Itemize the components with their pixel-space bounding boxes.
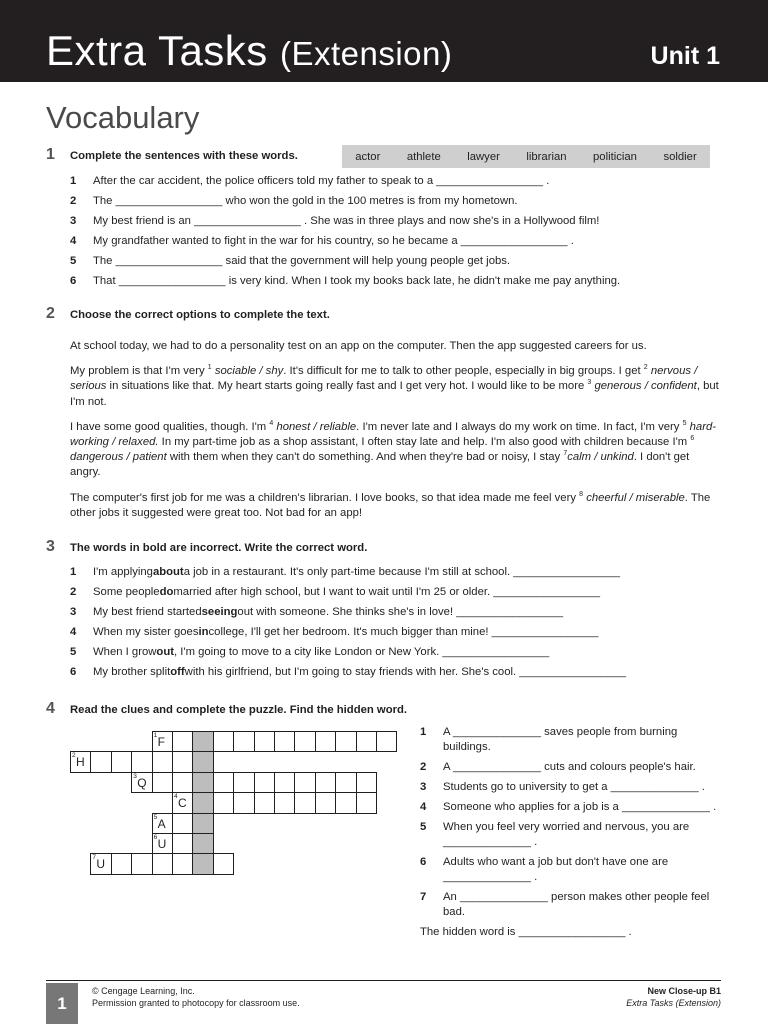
- paragraph: I have some good qualities, though. I'm $^4$ honest / reliable. I'm never late and I always do my work on time. In fact, I'm very $^5$ hard-working / relaxed. In my part-time job as a shop assistant, I often stay late and help. I'm also good with children because I'm $^6$ dangerous / patient with them when they can't do something. And when they're bad or noisy, I stay $^7$calm / unkind. I don't get angry.: [70, 419, 716, 479]
- item-text: After the car accident, the police officers told my father to speak to a _________________ .: [93, 175, 550, 187]
- given-letter: U: [157, 837, 167, 851]
- item-number: 3: [70, 215, 77, 227]
- item-number: 5: [70, 255, 77, 267]
- option-7: calm / unkind: [567, 451, 634, 464]
- given-letter: A: [157, 816, 166, 831]
- clue-number: 3: [133, 772, 137, 780]
- footer-divider: [46, 980, 721, 981]
- clue-number: 4: [174, 793, 178, 801]
- list-item: [70, 271, 620, 291]
- word-box-item: librarian: [526, 150, 567, 163]
- grid-cell[interactable]: [213, 772, 234, 793]
- exercise-4-number: 4: [46, 700, 55, 717]
- hidden-word-cell[interactable]: [192, 833, 213, 854]
- item-text: My best friend is an _________________ . She was in three plays and now she's in a Hollywood film!: [93, 215, 600, 227]
- grid-cell[interactable]: [254, 772, 275, 793]
- word-box-item: lawyer: [467, 150, 500, 163]
- hidden-word-cell[interactable]: [192, 792, 213, 813]
- grid-cell[interactable]: [254, 792, 275, 813]
- item-number: 4: [70, 235, 77, 247]
- list-item: 5 When I grow out , I'm going to move to a city like London or New York. _________________: [70, 642, 626, 662]
- hidden-word-cell[interactable]: [192, 853, 213, 874]
- item-number: 1: [70, 175, 77, 187]
- grid-cell[interactable]: [172, 813, 193, 834]
- clue-number: 5: [153, 813, 158, 821]
- option-3: generous / confident: [594, 380, 697, 393]
- option-4: honest / reliable: [276, 420, 357, 433]
- grid-cell[interactable]: [294, 792, 315, 813]
- grid-cell[interactable]: [172, 853, 193, 874]
- clue: 6 Adults who want a job but don't have one are ______________ .: [420, 856, 669, 883]
- given-letter: F: [157, 735, 165, 749]
- list-item: [70, 211, 620, 231]
- given-letter: Q: [137, 775, 147, 790]
- grid-cell[interactable]: [131, 853, 152, 874]
- clue: 3 Students go to university to get a ______________ .: [420, 781, 705, 793]
- bold-word: about: [152, 566, 184, 578]
- list-item: [70, 251, 620, 271]
- word-box-item: actor: [355, 150, 381, 163]
- grid-cell[interactable]: [111, 853, 132, 874]
- grid-cell[interactable]: [213, 731, 234, 752]
- grid-cell[interactable]: [152, 833, 173, 854]
- grid-cell[interactable]: [111, 751, 132, 772]
- clue: 5 When you feel very worried and nervous, you are ______________ .: [420, 821, 690, 848]
- title-text: Extra Tasks: [46, 27, 268, 74]
- grid-cell[interactable]: [90, 751, 111, 772]
- clue-number: 2: [72, 752, 76, 760]
- item-text: My grandfather wanted to fight in the war for his country, so he became a _________________ .: [93, 235, 574, 247]
- list-item: [70, 171, 620, 191]
- given-letter: C: [178, 796, 187, 811]
- section-title: Vocabulary: [46, 100, 200, 135]
- grid-cell[interactable]: [152, 813, 173, 834]
- bold-word: out: [156, 646, 174, 658]
- grid-cell[interactable]: [254, 731, 275, 752]
- paragraph: At school today, we had to do a personality test on an app on the computer. Then the app suggested careers for us.: [70, 340, 647, 352]
- exercise-2-instruction: Choose the correct options to complete the text.: [70, 309, 330, 321]
- item-text: The _________________ who won the gold in the 100 metres is from my hometown.: [93, 195, 518, 207]
- clue: 7 An ______________ person makes other people feel bad.: [420, 891, 710, 918]
- book-info: [626, 985, 721, 1009]
- list-item: 3 My best friend started seeing out with someone. She thinks she's in love! _________________: [70, 602, 626, 622]
- bold-word: off: [170, 666, 185, 678]
- option-6: dangerous / patient: [70, 451, 167, 464]
- grid-cell[interactable]: [152, 772, 173, 793]
- exercise-3-items: [70, 562, 626, 682]
- exercise-2-number: 2: [46, 305, 55, 322]
- grid-cell[interactable]: [274, 731, 295, 752]
- word-box-item: politician: [593, 150, 637, 163]
- copyright-text: © Cengage Learning, Inc.: [92, 986, 195, 996]
- grid-cell[interactable]: [356, 792, 377, 813]
- grid-cell[interactable]: [294, 731, 315, 752]
- word-box-item: athlete: [406, 150, 441, 163]
- grid-cell[interactable]: [152, 853, 173, 874]
- bold-word: seeing: [201, 606, 238, 618]
- grid-cell[interactable]: [274, 792, 295, 813]
- puzzle-clues: [420, 725, 720, 940]
- grid-cell[interactable]: [233, 792, 254, 813]
- exercise-3-number: 3: [46, 538, 55, 555]
- grid-cell[interactable]: [172, 792, 193, 813]
- grid-cell[interactable]: [131, 751, 152, 772]
- exercise-1-instruction: Complete the sentences with these words.: [70, 150, 298, 162]
- list-item: 1 I'm applying about a job in a restaurant. It's only part-time because I'm still at school. _________________: [70, 562, 626, 582]
- exercise-1-number: 1: [46, 146, 55, 163]
- unit-label: Unit 1: [650, 42, 720, 70]
- list-item: 2 Some people do married after high school, but I want to wait until I'm 25 or older. _________________: [70, 582, 626, 602]
- grid-cell[interactable]: [152, 751, 173, 772]
- given-letter: U: [96, 857, 106, 872]
- grid-cell[interactable]: [356, 731, 377, 752]
- grid-cell[interactable]: [315, 792, 336, 813]
- book-title: New Close-up B1: [647, 986, 721, 996]
- bold-word: in: [198, 626, 209, 638]
- option-5: hard-working / relaxed.: [70, 420, 716, 449]
- grid-cell[interactable]: [356, 772, 377, 793]
- grid-cell[interactable]: [131, 772, 152, 793]
- exercise-3-instruction: The words in bold are incorrect. Write the correct word.: [70, 542, 368, 554]
- grid-cell[interactable]: [70, 751, 91, 772]
- book-subtitle: Extra Tasks (Extension): [626, 998, 721, 1008]
- item-number: 2: [70, 195, 77, 207]
- paragraph: The computer's first job for me was a children's librarian. I love books, so that idea made me feel very $^8$ cheerful / miserable. The other jobs it suggested were great too. Not bad for an app!: [70, 490, 711, 519]
- clue: 2 A ______________ cuts and colours people's hair.: [420, 761, 696, 773]
- grid-cell[interactable]: [172, 772, 193, 793]
- grid-cell[interactable]: [152, 731, 173, 752]
- item-number: 6: [70, 275, 77, 287]
- option-8: cheerful / miserable: [586, 491, 685, 504]
- grid-cell[interactable]: [213, 792, 234, 813]
- item-text: The _________________ said that the government will help young people get jobs.: [93, 255, 511, 267]
- title-subtitle: (Extension): [279, 35, 453, 72]
- grid-cell[interactable]: [294, 772, 315, 793]
- page-header: [0, 0, 768, 82]
- hidden-word-line: The hidden word is _________________ .: [420, 926, 632, 938]
- option-2: nervous / serious: [70, 365, 698, 393]
- clue: 1 A ______________ saves people from burning buildings.: [420, 726, 678, 753]
- grid-cell[interactable]: [213, 853, 234, 874]
- grid-cell[interactable]: [274, 772, 295, 793]
- grid-cell[interactable]: [233, 772, 254, 793]
- list-item: 6 My brother split off with his girlfriend, but I'm going to stay friends with her. She's cool. _________________: [70, 662, 626, 682]
- hidden-word-cell[interactable]: [192, 772, 213, 793]
- exercise-1-items: [70, 171, 620, 291]
- grid-cell[interactable]: [172, 731, 193, 752]
- grid-cell[interactable]: [315, 772, 336, 793]
- grid-cell[interactable]: [335, 792, 356, 813]
- word-box-item: soldier: [663, 150, 697, 163]
- word-box: [342, 145, 710, 168]
- list-item: [70, 231, 620, 251]
- copyright: [92, 985, 300, 1009]
- item-text: That _________________ is very kind. When I took my books back late, he didn't make me pay anything.: [93, 275, 621, 287]
- exercise-2-text: [70, 339, 720, 531]
- grid-cell[interactable]: [315, 731, 336, 752]
- page-number: 1: [46, 983, 78, 1024]
- option-1: sociable / shy: [214, 365, 284, 378]
- exercise-4-instruction: Read the clues and complete the puzzle. Find the hidden word.: [70, 704, 408, 716]
- grid-cell[interactable]: [335, 772, 356, 793]
- clue-number: 6: [153, 834, 158, 841]
- hidden-word-cell[interactable]: [192, 751, 213, 772]
- grid-cell[interactable]: [172, 833, 193, 854]
- grid-cell[interactable]: [376, 731, 397, 752]
- page-title: [46, 26, 452, 79]
- hidden-word-cell[interactable]: [192, 731, 213, 752]
- list-item: [70, 191, 620, 211]
- clue-number: 1: [153, 732, 158, 739]
- bold-word: do: [159, 586, 174, 598]
- grid-cell[interactable]: [233, 731, 254, 752]
- paragraph: My problem is that I'm very $^1$ sociable / shy. It's difficult for me to talk to other people, especially in big groups. I get $^2$ nervous / serious in situations like that. My heart starts going really fast and I get very hot. I would like to be more $^3$ generous / confident, but I'm not.: [70, 364, 719, 408]
- grid-cell[interactable]: [335, 731, 356, 752]
- permission-text: Permission granted to photocopy for classroom use.: [92, 998, 300, 1008]
- given-letter: H: [76, 755, 85, 770]
- list-item: 4 When my sister goes in college, I'll get her bedroom. It's much bigger than mine! _________________: [70, 622, 626, 642]
- clue: 4 Someone who applies for a job is a ______________ .: [420, 801, 717, 813]
- clue-number: 7: [92, 854, 97, 862]
- grid-cell[interactable]: [172, 751, 193, 772]
- hidden-word-cell[interactable]: [192, 813, 213, 834]
- grid-cell[interactable]: [90, 853, 111, 874]
